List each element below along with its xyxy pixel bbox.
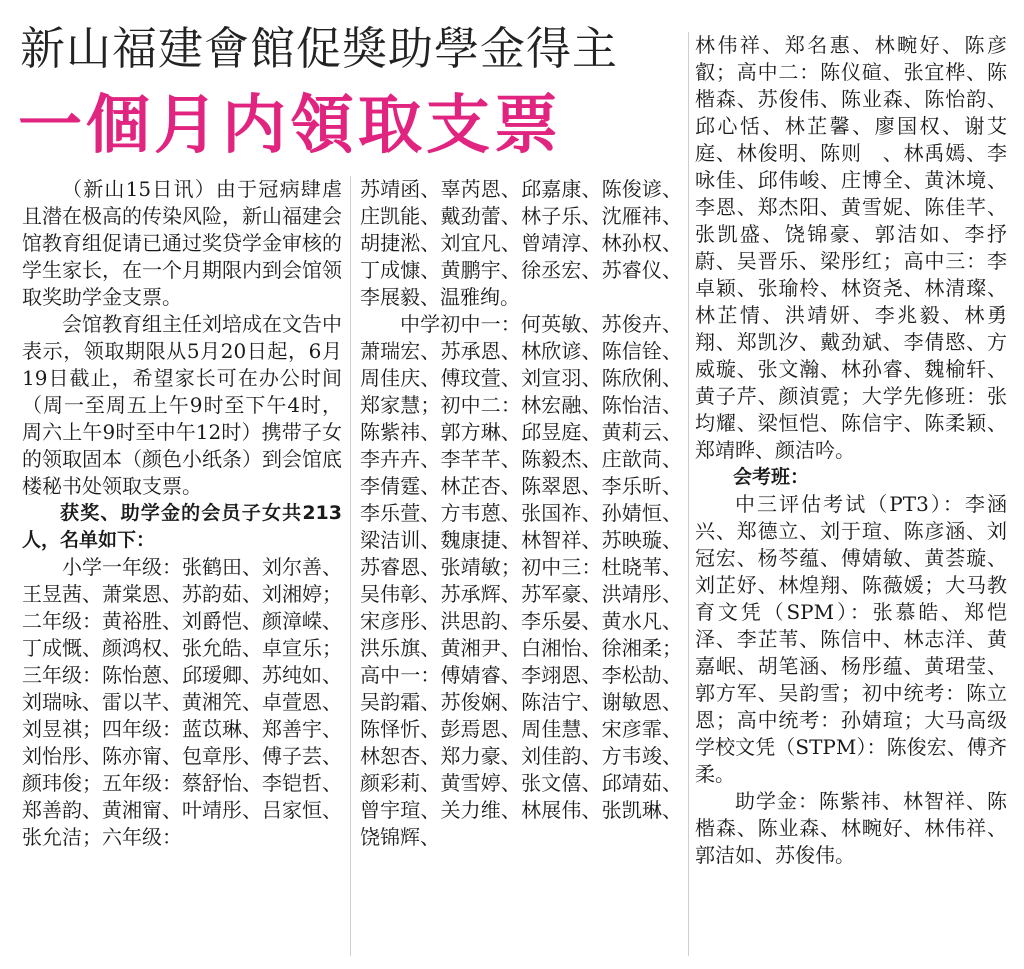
paragraph-primary-list-continued: 苏靖函、辜芮恩、邱嘉康、陈俊谚、庄凯能、戴劲蕾、林子乐、沈雁祎、胡捷淞、刘宜凡、曾靖淳、林孙权、丁成慷、黄鹏宇、徐丞宏、苏睿仪、李展毅、温雅绚。 xyxy=(360,177,682,309)
column-divider xyxy=(688,32,689,956)
paragraph-aid-list: 助学金：陈紫祎、林智祥、陈楷森、陈业森、林畹好、林伟祥、郭洁如、苏俊伟。 xyxy=(695,789,1007,867)
paragraph-list-intro: 获奖、助学金的会员子女共213人，名单如下： xyxy=(22,502,342,551)
paragraph-secondary-list-continued: 林伟祥、郑名惠、林畹好、陈彦叡；高中二：陈仪碹、张宜桦、陈楷森、苏俊伟、陈业森、陈怡韵、邱心恬、林芷馨、廖国权、谢艾庭、林俊明、陈则 、林禹嫣、李咏佳、邱伟峻、庄博全、黄沐境、李恩、郑杰阳、黄雪妮、陈佳芊、张凯盛、饶锦豪、郭洁如、李抒蔚、吴晋乐、梁彤红；高中三：李卓颖、张瑜柃、林资尧、林清璨、林芷情、洪靖妍、李兆毅、林勇翔、郑凯汐、戴劲斌、李倩愍、方威璇、张文瀚、林孙睿、魏榆轩、黄子芹、颜湞霓；大学先修班：张均耀、梁恒恺、陈信宇、陈柔颖、郑靖晔、颜洁吟。 xyxy=(695,33,1007,462)
column-divider xyxy=(350,176,351,956)
article-column-3 xyxy=(695,32,1007,962)
article-column-2 xyxy=(360,176,682,966)
paragraph-primary-list: 小学一年级：张鹤田、刘尔善、王昱茜、萧棠恩、苏韵茹、刘湘婷；二年级：黄裕胜、刘爵恺、颜漳嵘、丁成慨、颜鸿权、张允皓、卓宣乐；三年级：陈怡蒽、邱瑷卿、苏纯如、刘瑞咏、雷以芊、黄湘笐、卓萱恩、刘昱祺；四年级：蓝苡琳、郑善宇、刘怡彤、陈亦甯、包章彤、傅子芸、颜玮俊；五年级：蔡舒怡、李铠哲、郑善韵、黄湘甯、叶靖彤、吕家恒、张允洁；六年级： xyxy=(22,555,342,849)
subheadline: 一個月内領取支票 xyxy=(18,89,562,163)
headline: 新山福建會館促獎助學金得主 xyxy=(20,22,619,75)
paragraph-exam-list: 中三评估考试（PT3）：李涵兴、郑德立、刘于瑄、陈彦涵、刘冠宏、杨芩蕴、傅婧敏、黄荟璇、刘芷妤、林煌翔、陈薇媛；大马教育文凭（SPM）：张慕皓、郑恺泽、李芷苇、陈信中、林志洋、黄嘉岷、胡笔涵、杨彤蕴、黄珺莹、郭方军、吴韵雪；初中统考：陈立恩；高中统考：孙婧瑄；大马高级学校文凭（STPM）：陈俊宏、傅齐柔。 xyxy=(695,492,1007,786)
paragraph-intro: （新山15日讯）由于冠病肆虐且潜在极高的传染风险，新山福建会馆教育组促请已通过奖贷学金审核的学生家长，在一个月期限内到会馆领取奖助学金支票。 xyxy=(22,177,342,309)
article-column-1 xyxy=(22,176,342,966)
paragraph-secondary-list: 中学初中一：何英敏、苏俊卉、萧瑞宏、苏承恩、林欣谚、陈信铨、周佳庆、傅玟萱、刘宣羽、陈欣俐、郑家慧；初中二：林宏融、陈怡洁、陈紫祎、郭方琳、邱昱庭、黄莉云、李卉卉、李芊芊、陈毅杰、庄歆苘、李倩霆、林芷杏、陈翠恩、李乐昕、李乐萱、方韦蒽、张国祚、孙婧恒、梁洁训、魏康捷、林智祥、苏映璇、苏睿恩、张靖敏；初中三：杜晓苇、吴伟彰、苏承辉、苏军豪、洪靖彤、宋彦彤、洪思韵、李乐晏、黄水凡、洪乐旗、黄湘尹、白湘怡、徐湘柔；高中一：傅婧睿、李翊恩、李松劼、吴韵霜、苏俊娴、陈洁宁、谢敏恩、陈怿忻、彭焉恩、周佳慧、宋彦霏、林恕杏、郑力豪、刘佳韵、方韦竣、颜彩莉、黄雪婷、张文僖、邱靖茹、曾宇瑄、关力维、林展伟、张凯琳、饶锦辉、 xyxy=(360,312,682,849)
paragraph-details: 会馆教育组主任刘培成在文告中表示，领取期限从5月20日起，6月19日截止，希望家长可在办公时间（周一至周五上午9时至下午4时，周六上午9时至中午12时）携带子女的领取固本（颜色小纸条）到会馆底楼秘书处领取支票。 xyxy=(22,312,342,498)
section-heading-exam-class: 会考班： xyxy=(733,466,810,488)
